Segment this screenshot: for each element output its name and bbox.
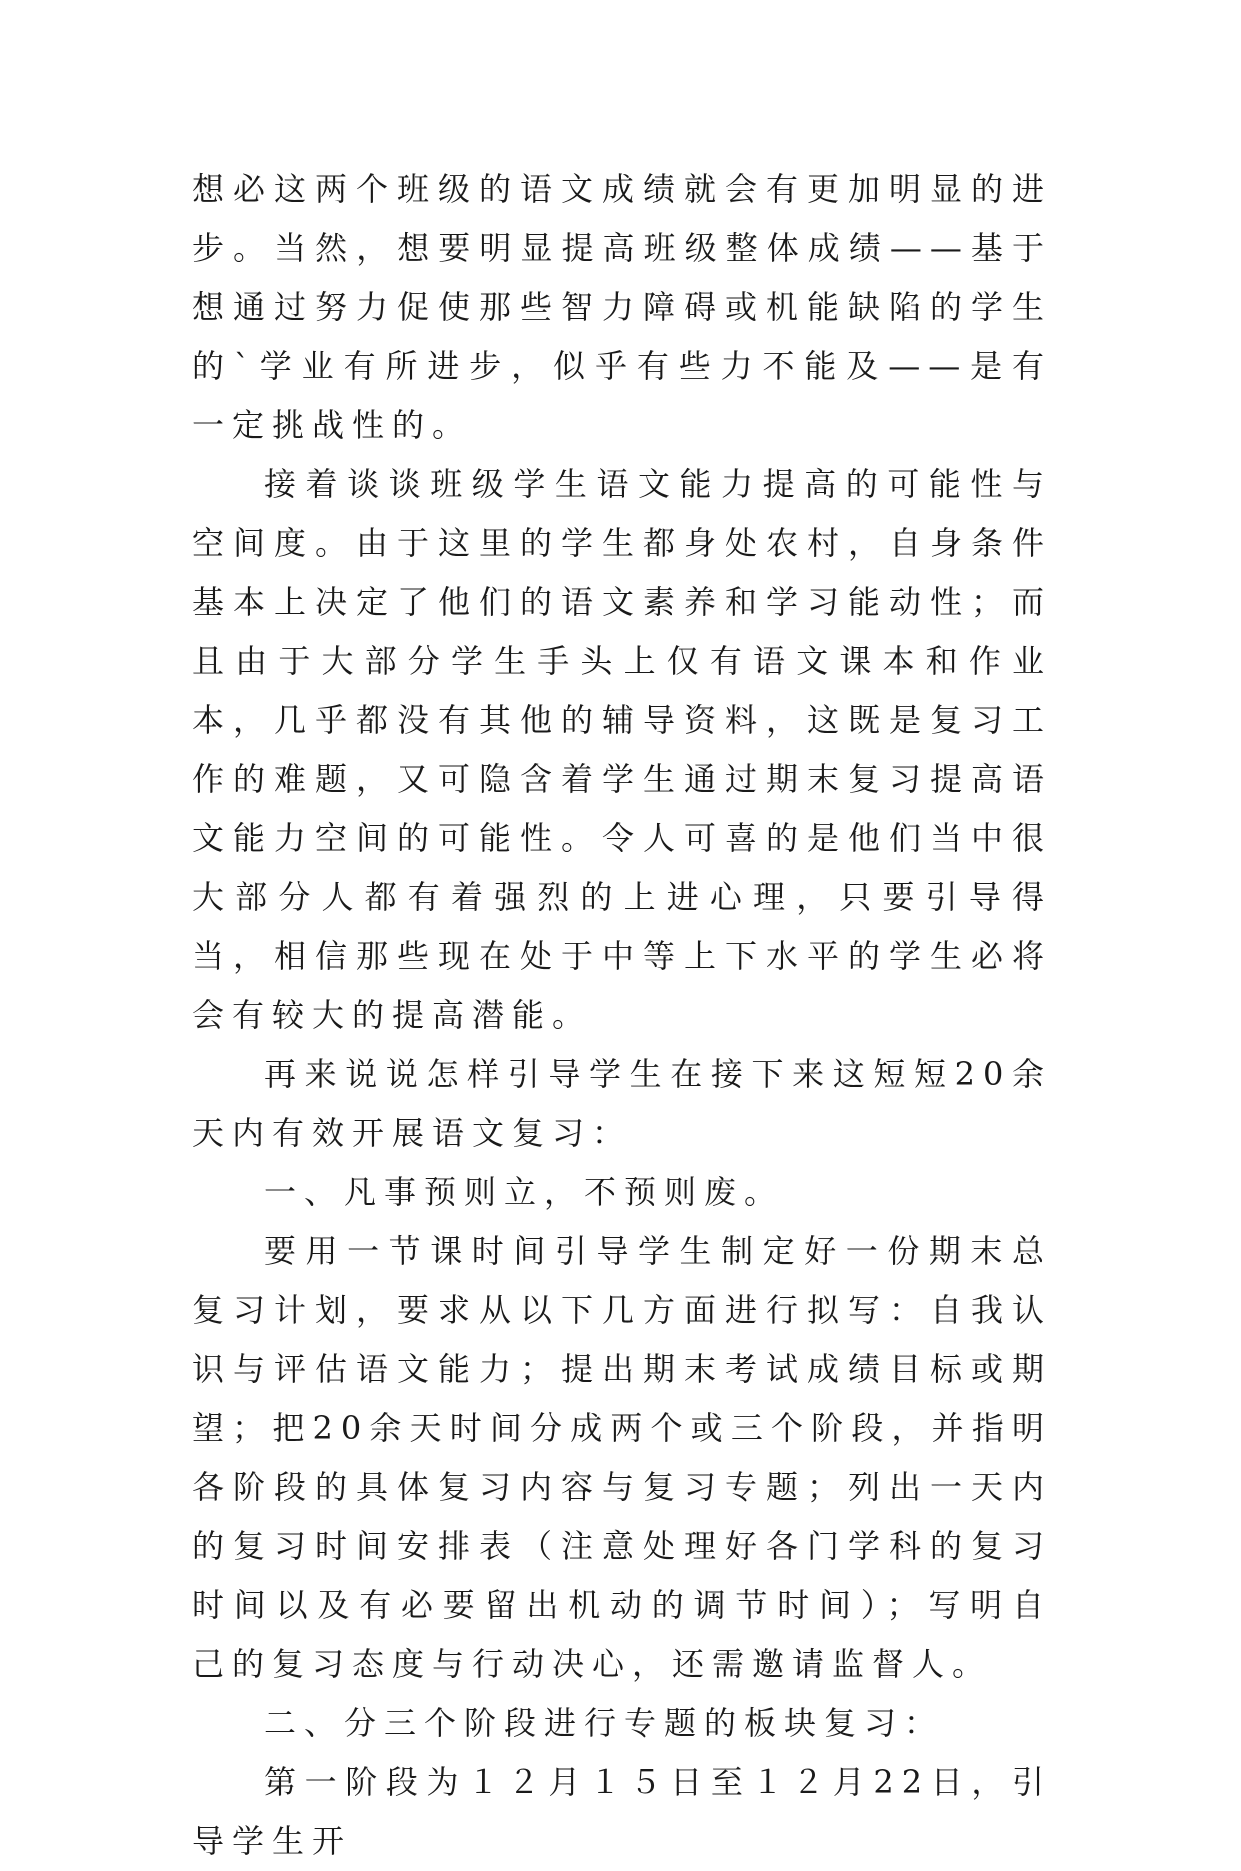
paragraph-5: 第一阶段为１２月１５日至１２月22日，引导学生开: [192, 1763, 1052, 1860]
paragraph-1: 想必这两个班级的语文成绩就会有更加明显的进步。当然，想要明显提高班级整体成绩——基于想通过努力促使那些智力障碍或机能缺陷的学生的`学业有所进步，似乎有些力不能及——是有一定挑战性的。: [192, 170, 1052, 444]
section-heading-1: 一、凡事预则立，不预则废。: [264, 1173, 785, 1211]
paragraph-4: 要用一节课时间引导学生制定好一份期末总复习计划，要求从以下几方面进行拟写：自我认识与评估语文能力；提出期末考试成绩目标或期望；把20余天时间分成两个或三个阶段，并指明各阶段的具体复习内容与复习专题；列出一天内的复习时间安排表（注意处理好各门学科的复习时间以及有必要留出机动的调节时间）；写明自己的复习态度与行动决心，还需邀请监督人。: [192, 1232, 1052, 1683]
section-heading-2: 二、分三个阶段进行专题的板块复习：: [264, 1704, 945, 1742]
paragraph-3: 再来说说怎样引导学生在接下来这短短20余天内有效开展语文复习：: [192, 1055, 1052, 1152]
paragraph-2: 接着谈谈班级学生语文能力提高的可能性与空间度。由于这里的学生都身处农村，自身条件基本上决定了他们的语文素养和学习能动性；而且由于大部分学生手头上仅有语文课本和作业本，几乎都没有其他的辅导资料，这既是复习工作的难题，又可隐含着学生通过期末复习提高语文能力空间的可能性。令人可喜的是他们当中很大部分人都有着强烈的上进心理，只要引导得当，相信那些现在处于中等上下水平的学生必将会有较大的提高潜能。: [192, 465, 1052, 1034]
document-body: [192, 160, 1052, 1871]
